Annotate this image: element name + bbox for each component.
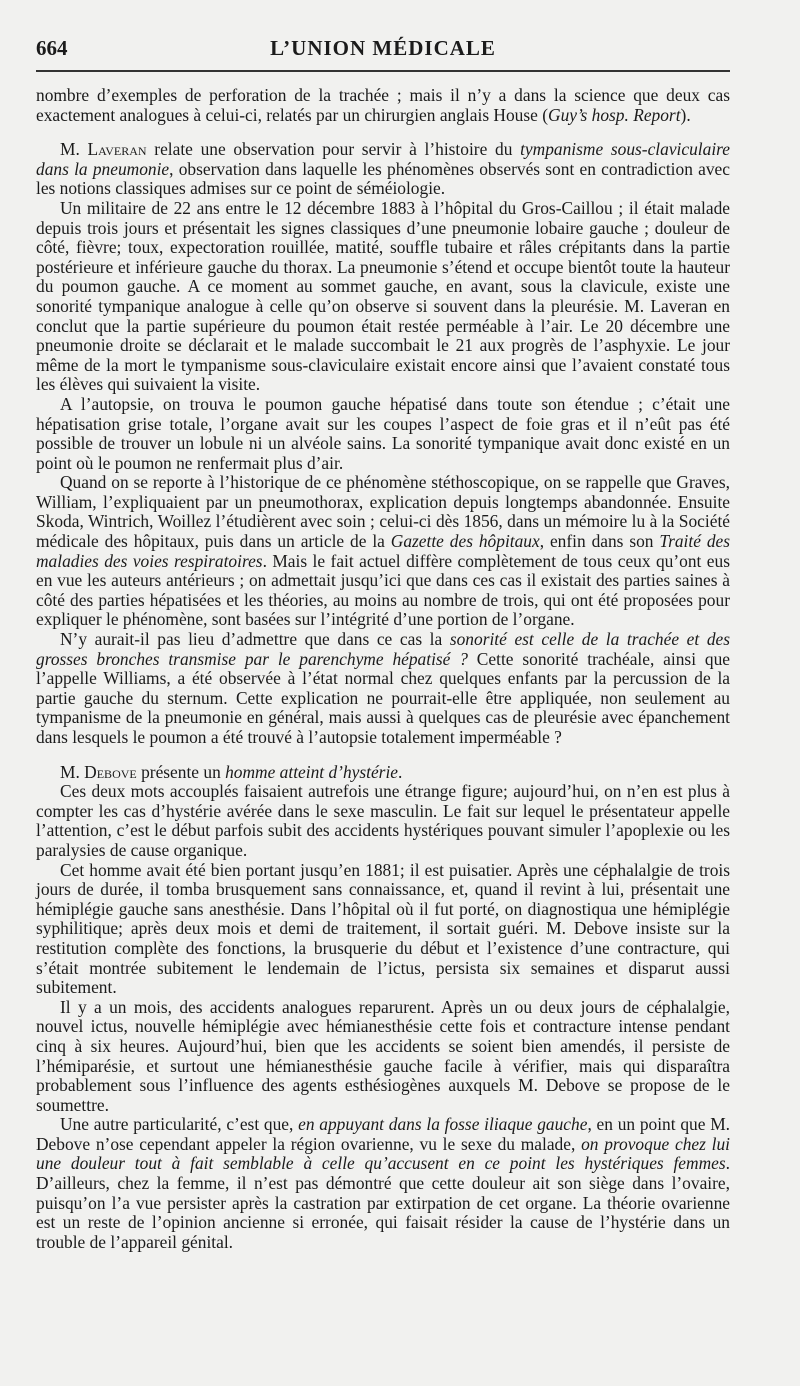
paragraph-p4: [36, 473, 730, 630]
text-run: , observation dans laquelle les phénomènes observés sont en contradiction avec les notions classiques admises sur ce point de séméiologie.: [36, 158, 730, 199]
text-run: M.: [60, 761, 85, 782]
text-run: , en un point que M. Debove n’ose cependant appeler la région ovarienne, vu le sexe du malade,: [36, 1114, 731, 1154]
paragraph-p10: [36, 1115, 730, 1252]
italic-text: homme atteint d’hystérie: [225, 761, 399, 782]
text-run: Une autre particularité, c’est que,: [60, 1114, 299, 1135]
italic-text: Guy’s hosp. Report: [548, 104, 681, 125]
text-run: , enfin dans son: [539, 531, 660, 552]
paragraph-p3: [36, 395, 730, 473]
text-run: .: [398, 761, 403, 782]
text-run: . Mais le fait actuel diffère complètement de tous ceux qu’ont eus en vue les auteurs antérieurs ; on admettait jusqu’ici que dans ces cas il existait des parties saines à côté des parties hépatisées et les théories, au moins au nombre de trois, qui ont été proposées pour expliquer le phénomène, sont basées sur l’intégrité d’une portion de l’organe.: [36, 550, 730, 630]
paragraph-p7: [36, 782, 730, 860]
body-text: [36, 86, 730, 1252]
paragraph-p9: [36, 998, 730, 1116]
italic-text: Traité des maladies des voies respiratoires: [36, 531, 730, 571]
text-run: ).: [680, 104, 691, 125]
text-run: Il y a un mois, des accidents analogues reparurent. Après un ou deux jours de céphalalgie, nouvel ictus, nouvelle hémiplégie avec hémianesthésie cette fois et contracture intense pendant cinq à six heures. Aujourd’hui, bien que les accidents se soient bien amendés, il persiste de l’hémiparésie, et surtout une hémianesthésie gauche facile à vérifier, mais qui disparaîtra probablement sous l’influence des agents esthésiogènes auxquels M. Debove se propose de le soumettre.: [36, 996, 730, 1115]
italic-text: en appuyant dans la fosse iliaque gauche: [298, 1114, 588, 1135]
text-run: . D’ailleurs, chez la femme, il n’est pas démontré que cette douleur ait son siège dans l’ovaire, puisqu’on l’a vue persister après la castration par extirpation de cet organe. La théorie ovarienne est un reste de l’opinion ancienne si erronée, qui faisait résider la cause de l’hystérie dans un trouble de l’appareil génital.: [36, 1153, 730, 1252]
text-run: Un militaire de 22 ans entre le 12 décembre 1883 à l’hôpital du Gros-Caillou ; il était malade depuis trois jours et présentait les signes classiques d’une pneumonie lobaire gauche ; douleur de côté, fièvre; toux, expectoration rouillée, matité, souffle tubaire et râles crépitants dans la partie postérieure et inférieure gauche du thorax. La pneumonie s’étend et occupe bientôt toute la hauteur du poumon gauche. A ce moment au sommet gauche, en avant, sous la clavicule, existe une sonorité tympanique analogue à celle qu’on observe si souvent dans la pleurésie. M. Laveran en conclut que la partie supérieure du poumon était restée perméable à l’air. Le 20 décembre une pneumonie droite se déclarait et le malade succombait le 21 aux progrès de l’asphyxie. Le jour même de la mort le tympanisme sous-claviculaire existait encore ainsi que l’avaient constaté tous les élèves qui suivaient la visite.: [36, 197, 730, 395]
italic-text: Gazette des hôpitaux: [390, 531, 540, 552]
text-run: Cet homme avait été bien portant jusqu’en 1881; il est puisatier. Après une céphalalgie de trois jours de durée, il tomba brusquement sans connaissance, et, quand il revint à lui, présentait une hémiplégie gauche sans anesthésie. Dans l’hôpital où il fut porté, on diagnostiqua une hémiplégie syphilitique; après deux mois et demi de traitement, il sortait guéri. M. Debove insiste sur la restitution complète des fonctions, la brusquerie du début et l’existence d’une contracture, qui s’était montrée subitement le lendemain de l’ictus, persista six semaines et disparut aussi subitement.: [36, 859, 730, 998]
paragraph-p6: [36, 763, 730, 783]
header-rule: [36, 70, 730, 72]
italic-text: tympanisme sous-claviculaire dans la pneumonie: [36, 139, 730, 179]
text-run: nombre d’exemples de perforation de la trachée ; mais il n’y a dans la science que deux cas exactement analogues à celui-ci, relatés par un chirurgien anglais House (: [36, 85, 730, 125]
paragraph-p5: [36, 630, 730, 748]
text-run: Ces deux mots accouplés faisaient autrefois une étrange figure; aujourd’hui, on n’en est plus à compter les cas d’hystérie avérée dans le sexe masculin. Le fait sur lequel le présentateur appelle l’attention, c’est le début parfois subit des accidents hystériques pouvant simuler l’apoplexie ou les paralysies de cause organique.: [36, 781, 730, 860]
text-run: N’y aurait-il pas lieu d’admettre que dans ce cas la: [60, 629, 450, 650]
italic-text: sonorité est celle de la trachée et des grosses bronches transmise par le parenchyme hépatisé ?: [36, 629, 730, 669]
page-number: 664: [36, 36, 68, 60]
text-run: M.: [60, 139, 88, 160]
paragraph-p8: [36, 861, 730, 998]
paragraph-p1: [36, 140, 730, 199]
text-run: A l’autopsie, on trouva le poumon gauche hépatisé dans toute son étendue ; c’était une hépatisation grise totale, l’organe avait sur les coupes l’aspect de foie gras et il n’eût pas été possible de trouver un lobule ni un alvéole sains. La sonorité tympanique avait donc existé en un point où le poumon ne renfermait plus d’air.: [36, 393, 730, 473]
italic-text: on provoque chez lui une douleur tout à fait semblable à celle qu’accusent en ce point les hystériques femmes: [36, 1133, 730, 1174]
author-name: Debove: [84, 761, 137, 782]
paragraph-p2: [36, 199, 730, 395]
text-run: présente un: [136, 761, 226, 782]
author-name: Laveran: [87, 139, 147, 160]
text-run: Cette sonorité trachéale, ainsi que l’appelle Williams, a été observée à l’état normal chez quelques enfants par la percussion de la partie gauche du sternum. Cette explication ne pourrait-elle être appliquée, non seulement au tympanisme de la pneumonie en général, mais aussi à quelques cas de pleurésie avec épanchement dans lesquels le poumon a été trouvé à l’autopsie totalement imperméable ?: [36, 648, 730, 747]
running-title: L’UNION MÉDICALE: [270, 36, 496, 60]
text-run: Quand on se reporte à l’historique de ce phénomène stéthoscopique, on se rappelle que Graves, William, l’expliquaient par un pneumothorax, explication depuis longtemps abandonnée. Ensuite Skoda, Wintrich, Woillez l’étudièrent avec soin ; celui-ci dès 1856, dans un mémoire lu à la Société médicale des hôpitaux, puis dans un article de la: [36, 472, 730, 552]
paragraph-p0: [36, 86, 730, 125]
text-run: relate une observation pour servir à l’histoire du: [146, 139, 521, 160]
page-header: [36, 30, 730, 70]
